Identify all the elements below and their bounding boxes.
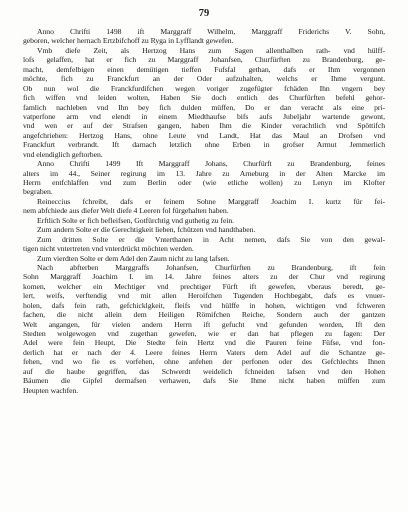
text-line: macht, demfelbigen einen demütigen tieffen Fufsfal gethan, dafs er Ihm vergonnen [23, 64, 385, 74]
body-text [23, 27, 385, 395]
text-line: möchte, fich zu Franckfurt an der Oder aufzuhalten, welchs er Ihme vergunt. [23, 74, 385, 84]
text-line: Stedten wolgewogen vnd zugethan gewefen, wie er dan hat pflegen zu fagen: Der [23, 329, 385, 338]
text-line: nem abfchiede aus diefer Welt diefe 4 Leeren fol fürgehalten haben. [23, 206, 229, 216]
text-line: fich wiffen vnd leiden wolten, Haben Sie doch entlich des Churfürften befehl gehor- [23, 93, 385, 103]
text-line: famlich nachleben vnd Ihn bey fich dulden müffen, Do er dan veracht als eine pri- [23, 102, 385, 112]
text-line: Sohn Marggraff Joachim I. im 14. Jahre feines alters zu der Chur vnd regirung [23, 272, 385, 282]
text-line: Herrn entfchlaffen vnd zum Berlin oder (wie etliche wollen) zu Lenyn im Klofter [23, 178, 385, 187]
text-line: fehen, vnd wo fie es vorfehen, ohne anfehen der perfonen oder des Gefchlechts Ihnen [23, 357, 385, 367]
text-line: holen, dafs fein rath, gefchicklgkeit, fleifs vnd hülffe in hohen, wichtigen vnd fchweren [23, 300, 385, 310]
text-line: auf die haube gegriffen, das Schwerdt weidelich fchneiden lafsen vnd den Hohen [23, 366, 385, 376]
text-line: komen, welcher ein Mechtiger vnd prechtiger Fürft ift gewefen, vberaus beredt, ge- [23, 281, 385, 291]
text-line: geboren, welcher hernach Ertzbifchoff zu Ryga in Lyfflandt gewefen. [23, 36, 234, 46]
text-line: Zum dritten Solte er die Vnterthanen in Acht nemen, dafs Sie von den gewal- [37, 234, 385, 244]
text-line: Anno Chrifti 1499 Ift Marggraff Johans, Churfürft zu Brandenburg, feines [37, 159, 385, 169]
text-line: Zum vierdten Solte er dem Adel den Zaum nicht zu lang lafsen. [37, 253, 230, 263]
text-line: Bäumen die Gipfel dermafsen verhawen, dafs Sie Ihme nicht haben müffen zum [23, 376, 385, 386]
text-line: fachen, die nicht allein dem Heiligen Römifchen Reiche, Sondern auch der gantzen [23, 310, 385, 320]
text-line: Reineccius fchreibt, dafs er feinem Sohne Marggraff Joachim I. kurtz für fei- [37, 196, 385, 206]
text-line: derlich hat er nach der 4. Leere feines Herrn Vaters dem Adel auf die Schantze ge- [23, 347, 385, 357]
text-line: Welt angangen, für vielen andern Herrn ift gefucht vnd gefunden worden, Ift den [23, 319, 385, 329]
text-line: tigen nicht vntertreten vnd vnterdrückt möchten werden. [23, 244, 194, 254]
text-line: begraben. [23, 187, 53, 197]
text-line: Nach abfterben Marggraffs Johanfsen, Churfürften zu Brandenburg, ift fein [37, 262, 385, 272]
text-line: Heupten wachfen. [23, 385, 79, 395]
text-line: vnd wen er auf der Strafsen gangen, haben Ihm die Kinder verachtlich vnd Spöttifch [23, 121, 385, 131]
text-line: vatperfone arm vnd elendt in einem Miedthaufse bifs aufs Jubeljahr wartende gewont, [23, 111, 385, 121]
text-line: Zum andern Solte er die Gerechtigkeit lieben, fchützen vnd handthaben. [37, 225, 256, 235]
text-line: Erftlich Solte er fich befleifsen, Gotfürchtig vnd guthetig zu fein. [37, 215, 235, 225]
text-line: angefchriehen: Hertzog Hans, ohne Leute vnd Landt, Hat das Maul an Drofsen vnd [23, 130, 385, 140]
text-line: Adel were fein Heupt, Die Stedte fein Hertz vnd die Pauren feine Füfse, vnd fon- [23, 338, 385, 348]
text-line: Ob nun wol die Franckfurdifchen wegen voriger zugefügter fchäden Ihn vngern bey [23, 83, 385, 93]
page-number: 79 [198, 8, 210, 19]
text-line: alters im 44., Seiner regirung im 13. Jahre zu Arneburg in der Alten Marcke im [23, 168, 385, 178]
text-line: Franckfurt verbrandt. Ift darnach letzlich ohne Erben in grofser Armut Jemmerlich [23, 140, 385, 150]
text-line: Vmb diefe Zeit, als Hertzog Hans zum Sagen allenthalben rath- vnd hülff- [37, 45, 385, 55]
text-line: lofs gelaffen, hat er fich zu Marggraff Johanfsen, Churfürften zu Brandenburg, ge- [23, 55, 385, 65]
text-line: Anno Chrifti 1498 ift Marggraff Wilhelm, Marggraff Friderichs V. Sohn, [37, 27, 385, 36]
text-line: lert, weifs, verftendig vnd mit allen Heroifchen Tugenden Hochbegabt, dafs es vnuer- [23, 291, 385, 301]
text-line: vnd elendiglich geftorben. [23, 149, 103, 159]
